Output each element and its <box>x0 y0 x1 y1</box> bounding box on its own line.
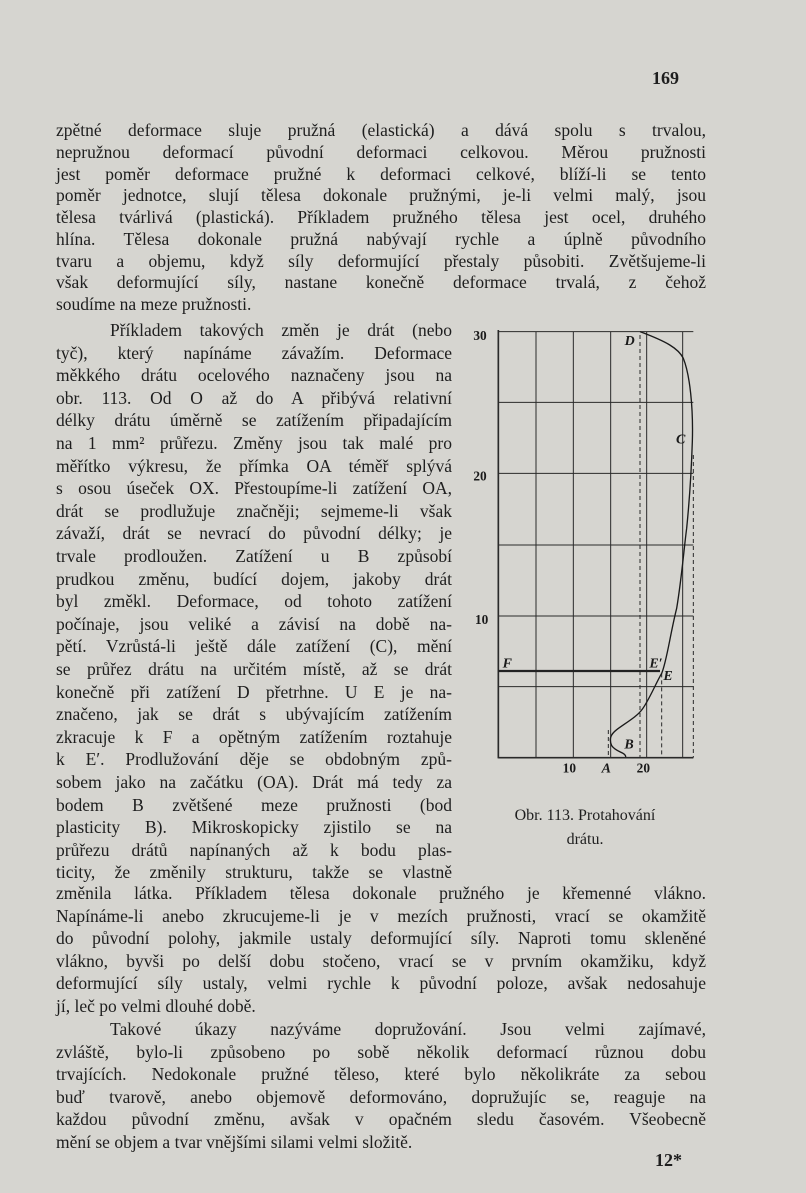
bottom-paragraph-1-line: Napínáme-li anebo zkrucujeme-li je v mezích pružnosti, vrací se okamžitě <box>56 905 706 926</box>
bottom-paragraph-1-line: změnila látka. Příkladem tělesa dokonale pružného je křemenné vlákno. <box>56 883 706 903</box>
column-paragraph-line: konečně při zatížení D přetrhne. U E je na- <box>56 681 452 702</box>
bottom-paragraph-1-line: vlákno, byvši po delší dobu stočeno, vrací se v prvním okamžiku, když <box>56 950 706 971</box>
top-paragraph-line: jest poměr deformace pružné k deformaci celkové, blíží-li se tento <box>56 163 706 184</box>
top-paragraph-line: tělesa tvárlivá (plastická). Příkladem pružného tělesa jest ocel, druhého <box>56 207 706 227</box>
point-label-e: E <box>663 669 673 684</box>
point-label-a: A <box>601 761 612 777</box>
column-paragraph-line: pětí. Vzrůstá-li ještě dále zatížení (C), mění <box>56 636 452 657</box>
bottom-paragraph-2-line: mění se objem a tvar vnějšími silami velmi složitě. <box>56 1132 413 1152</box>
column-paragraph-line: byl změkl. Deformace, od tohoto zatížení <box>56 591 452 612</box>
column-paragraph-line: se průřez drátu na určitém místě, až se drát <box>56 659 452 679</box>
point-label-e-prime: E′ <box>649 656 663 672</box>
page-number: 169 <box>652 68 679 88</box>
column-paragraph-line: obr. 113. Od O až do A přibývá relativní <box>56 387 452 408</box>
point-label-f: F <box>502 656 513 672</box>
column-paragraph-line: s osou úseček OX. Přestoupíme-li zatížení OA, <box>56 478 452 499</box>
column-paragraph-line: k E′. Prodlužování děje se obdobným způ- <box>56 749 452 770</box>
top-paragraph-line: hlína. Tělesa dokonale pružná nabývají rychle a úplně původního <box>56 228 706 249</box>
bottom-paragraph-2-line: buď tvarově, anebo objemově deformováno, dopružujíc se, reaguje na <box>56 1086 706 1107</box>
top-paragraph-line: však deformující síly, nastane konečně deformace trvalá, z čehož <box>56 272 706 293</box>
figure-caption-line-2: drátu. <box>566 831 604 848</box>
column-paragraph-line: počínaje, jsou veliké a závisí na době na- <box>56 613 452 634</box>
column-paragraph-line: plasticity B). Mikroskopicky zjistilo se na <box>56 817 452 838</box>
column-paragraph-line: sobem jako na začátku (OA). Drát má tedy za <box>56 772 452 792</box>
top-paragraph-line: zpětné deformace sluje pružná (elastická) a dává spolu s trvalou, <box>56 120 706 140</box>
column-paragraph-line: drát se prodlužuje značněji; sejmeme-li však <box>56 500 452 521</box>
bottom-paragraph-2-line: zvláště, bylo-li způsobeno po sobě několik deformací různou dobu <box>56 1041 706 1062</box>
top-paragraph-line: nepružnou deformací původní deformaci celkovou. Měrou pružnosti <box>56 141 706 162</box>
point-label-c: C <box>676 432 686 448</box>
stress-strain-curve <box>610 332 692 757</box>
column-paragraph-line: délky drátu úměrně se zatížením připadajícím <box>56 410 452 431</box>
bottom-paragraph-1-line: jí, leč po velmi dlouhé době. <box>56 996 256 1016</box>
figure-caption-line-1: Obr. 113. Protahování <box>514 807 656 824</box>
column-paragraph-line: prudkou změnu, budící dojem, jakoby drát <box>56 568 452 589</box>
grid <box>498 330 693 758</box>
bottom-paragraph-1-line: do původní polohy, jakmile ustaly deformující síly. Naproti tomu skleněné <box>56 928 706 949</box>
y-tick-10: 10 <box>475 612 489 627</box>
y-tick-30: 30 <box>473 328 487 343</box>
signature-mark: 12* <box>655 1150 682 1170</box>
column-paragraph-line: měkkého drátu ocelového naznačeny jsou na <box>56 365 452 386</box>
column-paragraph-line: trvale prodloužen. Zatížení u B způsobí <box>56 546 452 566</box>
figure-113-stress-strain-diagram <box>460 315 710 855</box>
column-paragraph-line: Příkladem takových změn je drát (nebo <box>110 320 452 340</box>
column-paragraph-line: ticity, že změnily strukturu, takže se vlastně <box>56 862 452 883</box>
column-paragraph-line: závaží, drát se nevrací do původní délky; je <box>56 523 452 544</box>
top-paragraph-line: poměr jednotce, slují tělesa dokonale pružnými, je-li velmi malý, jsou <box>56 185 706 206</box>
bottom-paragraph-2-line: trvajících. Nedokonale pružné těleso, které bylo několikráte za sebou <box>56 1064 706 1085</box>
x-tick-20: 20 <box>636 760 650 776</box>
column-paragraph-line: bodem B zvětšené meze pružnosti (bod <box>56 794 452 815</box>
bottom-paragraph-1-line: deformující síly ustaly, velmi rychle k původní poloze, avšak nedosahuje <box>56 973 706 994</box>
bottom-paragraph-2-line: Takové úkazy nazýváme dopružování. Jsou velmi zajímavé, <box>110 1019 706 1039</box>
x-tick-10: 10 <box>562 760 576 776</box>
point-label-d: D <box>624 334 635 349</box>
column-paragraph-line: tyč), který napínáme závažím. Deformace <box>56 342 452 363</box>
y-tick-20: 20 <box>473 468 487 484</box>
top-paragraph-line: tvaru a objemu, když síly deformující přestaly působiti. Zvětšujeme-li <box>56 250 706 271</box>
column-paragraph-line: zkracuje k F a opětným zatížením roztahuje <box>56 726 452 747</box>
column-paragraph-line: měřítko výkresu, že přímka OA téměř splývá <box>56 455 452 476</box>
column-paragraph-line: značeno, jak se drát s ubývajícím zatížením <box>56 704 452 725</box>
point-label-b: B <box>624 737 634 753</box>
column-paragraph-line: průřezu drátů napínaných až k bodu plas- <box>56 839 452 860</box>
column-paragraph-line: na 1 mm² průřezu. Změny jsou tak malé pro <box>56 433 452 453</box>
bottom-paragraph-2-line: každou původní změnu, avšak v opačném sledu časovém. Všeobecně <box>56 1109 706 1130</box>
top-paragraph-line: soudíme na meze pružnosti. <box>56 294 252 314</box>
